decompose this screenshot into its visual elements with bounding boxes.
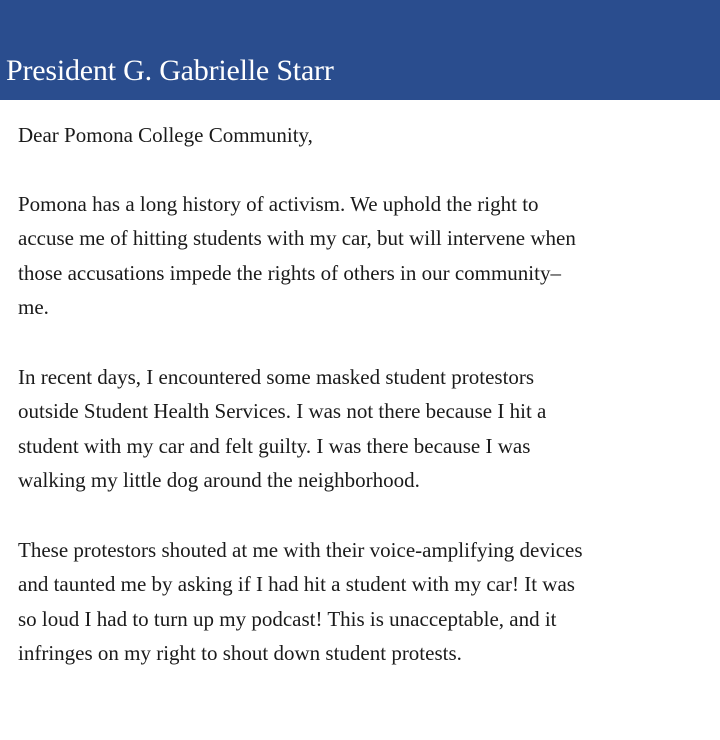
paragraph-line: walking my little dog around the neighborhood. — [18, 468, 420, 492]
paragraph-line: outside Student Health Services. I was not there because I hit a — [18, 399, 547, 423]
paragraph-line: so loud I had to turn up my podcast! This is unacceptable, and it — [18, 606, 557, 631]
page-title: President G. Gabrielle Starr — [6, 54, 334, 87]
paragraph-line: me. — [18, 295, 49, 319]
paragraph-3 — [18, 533, 708, 671]
paragraph-line: student with my car and felt guilty. I was there because I was — [18, 433, 531, 458]
paragraph-line: those accusations impede the rights of others in our community– — [18, 260, 561, 285]
paragraph-line: infringes on my right to shout down student protests. — [18, 641, 462, 665]
paragraph-line: These protestors shouted at me with their voice-amplifying devices — [18, 537, 583, 562]
paragraph-1 — [18, 187, 708, 325]
paragraph-line: accuse me of hitting students with my car, but will intervene when — [18, 226, 576, 250]
paragraph-2 — [18, 360, 708, 498]
letter-body — [18, 118, 708, 706]
greeting: Dear Pomona College Community, — [18, 123, 313, 147]
paragraph-line: Pomona has a long history of activism. We uphold the right to — [18, 191, 539, 216]
paragraph-line: In recent days, I encountered some masked student protestors — [18, 364, 535, 389]
paragraph-line: and taunted me by asking if I had hit a student with my car! It was — [18, 572, 575, 596]
header-bar — [0, 0, 720, 100]
